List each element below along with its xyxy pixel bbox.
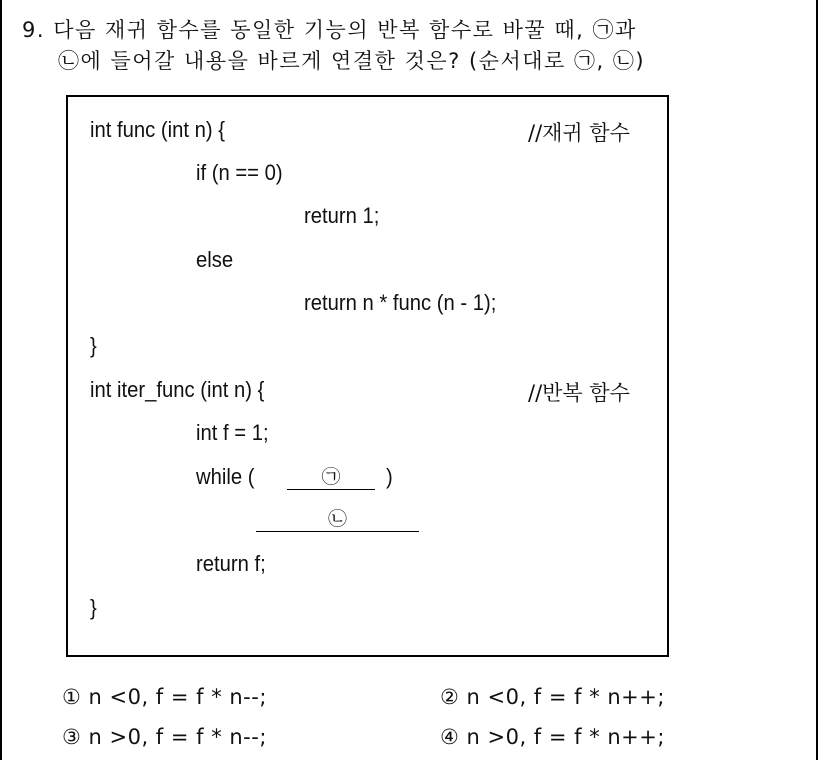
blank-b: ㉡ <box>256 507 419 532</box>
option-2[interactable]: ② n <0, f = f * n++; <box>440 685 665 709</box>
comment-iterative: //반복 함수 <box>528 381 630 405</box>
comment-recursive: //재귀 함수 <box>528 121 630 145</box>
blank-a: ㉠ <box>287 465 375 490</box>
code-line-return-f: return f; <box>196 551 266 576</box>
code-line-int-f: int f = 1; <box>196 420 269 445</box>
question-line-1: 9. 다음 재귀 함수를 동일한 기능의 반복 함수로 바꿀 때, ㉠과 <box>22 18 637 42</box>
code-line-return-recursive: return n * func (n - 1); <box>304 290 497 315</box>
question-line-2: ㉡에 들어갈 내용을 바르게 연결한 것은? (순서대로 ㉠, ㉡) <box>58 49 646 73</box>
code-line-return-1: return 1; <box>304 203 380 228</box>
code-line-while-close: ) <box>386 464 393 489</box>
option-1[interactable]: ① n <0, f = f * n--; <box>62 685 267 709</box>
code-line-else: else <box>196 247 234 272</box>
code-line-if: if (n == 0) <box>196 160 283 185</box>
code-line-close-1: } <box>90 333 97 358</box>
code-line-iter-decl: int iter_func (int n) { <box>90 377 265 402</box>
code-line-while-open: while ( <box>196 464 255 489</box>
option-4[interactable]: ④ n >0, f = f * n++; <box>440 725 665 749</box>
code-line-func-decl: int func (int n) { <box>90 117 226 142</box>
code-box <box>66 95 669 657</box>
code-line-close-2: } <box>90 595 97 620</box>
option-3[interactable]: ③ n >0, f = f * n--; <box>62 725 267 749</box>
